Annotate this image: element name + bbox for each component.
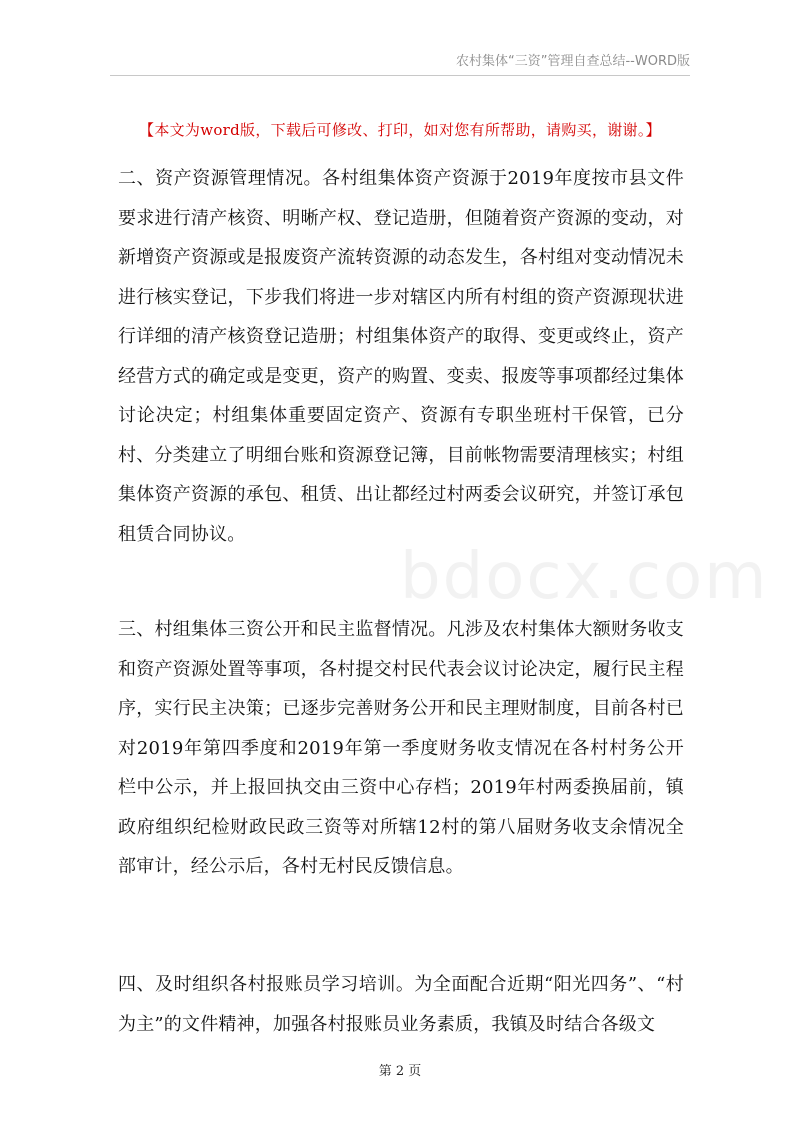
running-header: 农村集体“三资”管理自查总结--WORD版 [110,50,690,76]
page-number: 第 2 页 [378,1064,422,1079]
paragraph-text: 三、村组集体三资公开和民主监督情况。凡涉及农村集体大额财务收支和资产资源处置等事项，各村提交村民代表会议讨论决定，履行民主程序，实行民主决策；已逐步完善财务公开和民主理财制度，目前各村已对2019年第四季度和2019年第一季度财务收支情况在各村村务公开栏中公示，并上报回执交由三资中心存档；2019年村两委换届前，镇政府组织纪检财政民政三资等对所辖12村的第八届财务收支余情况全部审计，经公示后，各村无村民反馈信息。 [118,619,684,877]
watermark: bdocx.com [400,540,769,614]
section-training [118,965,684,1044]
section-public-supervision [118,610,684,887]
purchase-notice: 【本文为word版，下载后可修改、打印，如对您有所帮助，请购买，谢谢。】 [139,121,661,139]
paragraph-text: 四、及时组织各村报账员学习培训。为全面配合近期“阳光四务”、“村为主”的文件精神，加强各村报账员业务素质，我镇及时结合各级文 [118,974,684,1035]
paragraph-text: 二、资产资源管理情况。各村组集体资产资源于2019年度按市县文件要求进行清产核资、明晰产权、登记造册，但随着资产资源的变动，对新增资产资源或是报废资产流转资源的动态发生，各村组对变动情况未进行核实登记，下步我们将进一步对辖区内所有村组的资产资源现状进行详细的清产核资登记造册；村组集体资产的取得、变更或终止，资产经营方式的确定或是变更，资产的购置、变卖、报废等事项都经过集体讨论决定；村组集体重要固定资产、资源有专职坐班村干保管，已分村、分类建立了明细台账和资源登记簿，目前帐物需要清理核实；村组集体资产资源的承包、租赁、出让都经过村两委会议研究，并签订承包租赁合同协议。 [118,168,684,545]
section-assets-resources [118,159,684,554]
